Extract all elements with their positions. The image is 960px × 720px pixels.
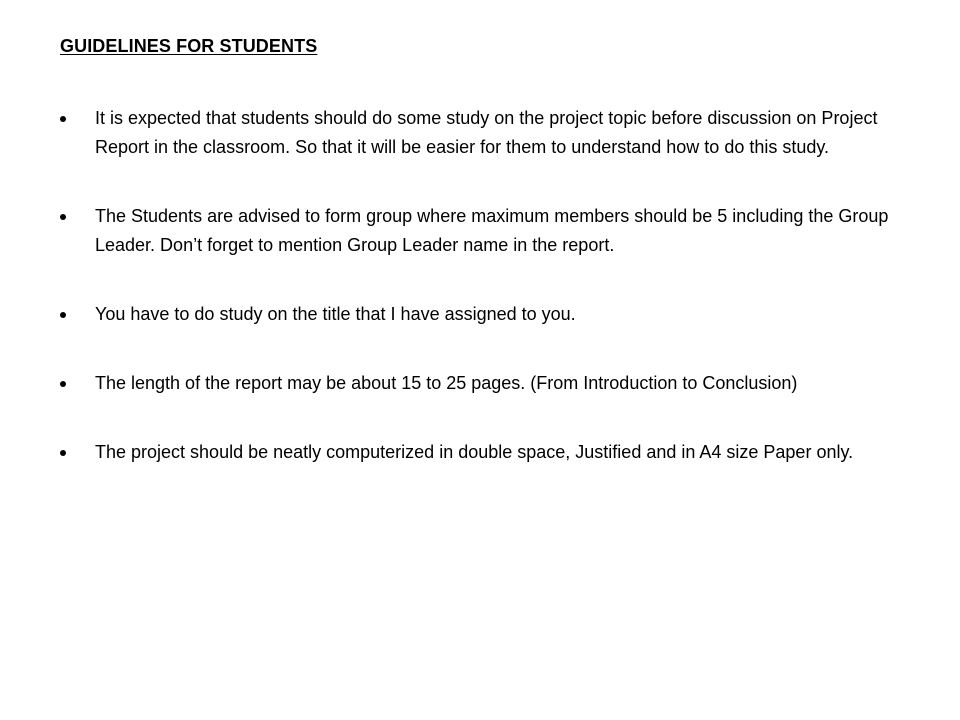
bullet-text-1: It is expected that students should do some study on the project topic before discussion on Project Report in the classroom. So that it will be easier for them to understand how to do this study. [95, 108, 878, 157]
bullet-dot-icon [60, 214, 66, 220]
bullet-dot-icon [60, 450, 66, 456]
bullet-item-3 [60, 300, 920, 329]
slide-heading: GUIDELINES FOR STUDENTS [60, 36, 318, 56]
bullet-text-5: The project should be neatly computerized in double space, Justified and in A4 size Paper only. [95, 442, 854, 462]
bullet-item-2 [60, 202, 920, 260]
bullet-list [60, 104, 920, 507]
bullet-dot-icon [60, 116, 66, 122]
bullet-item-5 [60, 438, 920, 467]
bullet-text-2: The Students are advised to form group where maximum members should be 5 including the Group Leader. Don’t forget to mention Group Leader name in the report. [95, 206, 889, 255]
bullet-dot-icon [60, 381, 66, 387]
bullet-text-3: You have to do study on the title that I have assigned to you. [95, 304, 576, 324]
bullet-dot-icon [60, 312, 66, 318]
bullet-item-4 [60, 369, 920, 398]
bullet-item-1 [60, 104, 920, 162]
bullet-text-4: The length of the report may be about 15 to 25 pages. (From Introduction to Conclusion) [95, 373, 798, 393]
